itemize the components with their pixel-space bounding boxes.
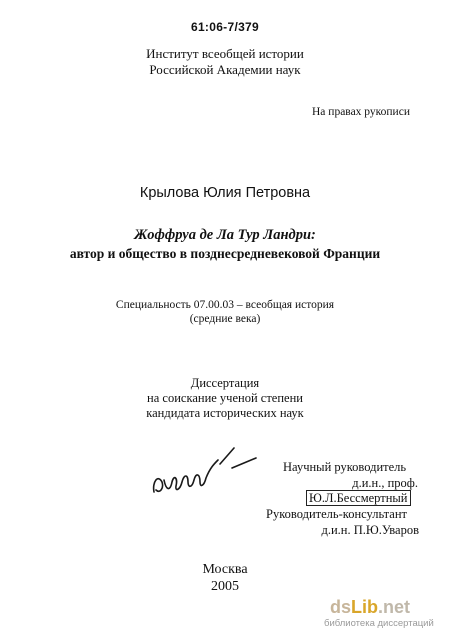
title-line-2: автор и общество в позднесредневековой Франции bbox=[69, 246, 381, 261]
specialty-line-1: Специальность 07.00.03 – всеобщая история bbox=[115, 299, 335, 311]
institute-line-2: Российской Академии наук bbox=[149, 62, 301, 77]
dslib-watermark[interactable] bbox=[324, 597, 442, 629]
dslib-subtitle: библиотека диссертаций bbox=[324, 618, 434, 629]
author-name: Крылова Юлия Петровна bbox=[139, 185, 311, 201]
consultant-name: д.и.н. П.Ю.Уваров bbox=[321, 523, 419, 537]
manuscript-rights-note: На правах рукописи bbox=[312, 106, 410, 118]
year: 2005 bbox=[211, 579, 239, 594]
supervisor-degree: д.и.н., проф. bbox=[352, 476, 418, 490]
archive-stamp: 61:06-7/379 bbox=[190, 20, 260, 34]
dissertation-line-2: на соискание ученой степени bbox=[147, 391, 303, 405]
supervisor-role: Научный руководитель bbox=[283, 460, 407, 474]
dissertation-line-1: Диссертация bbox=[190, 376, 260, 390]
handwritten-signature bbox=[148, 438, 260, 500]
supervisor-name: Ю.Л.Бессмертный bbox=[306, 490, 411, 506]
city: Москва bbox=[202, 562, 248, 577]
consultant-role: Руководитель-консультант bbox=[266, 507, 407, 521]
dslib-logo: dsLib.net bbox=[330, 597, 411, 617]
title-line-1: Жоффруа де Ла Тур Ландри: bbox=[134, 227, 316, 243]
specialty-line-2: (средние века) bbox=[189, 313, 261, 325]
dissertation-line-3: кандидата исторических наук bbox=[146, 406, 304, 420]
institute-line-1: Институт всеобщей истории bbox=[146, 46, 304, 61]
